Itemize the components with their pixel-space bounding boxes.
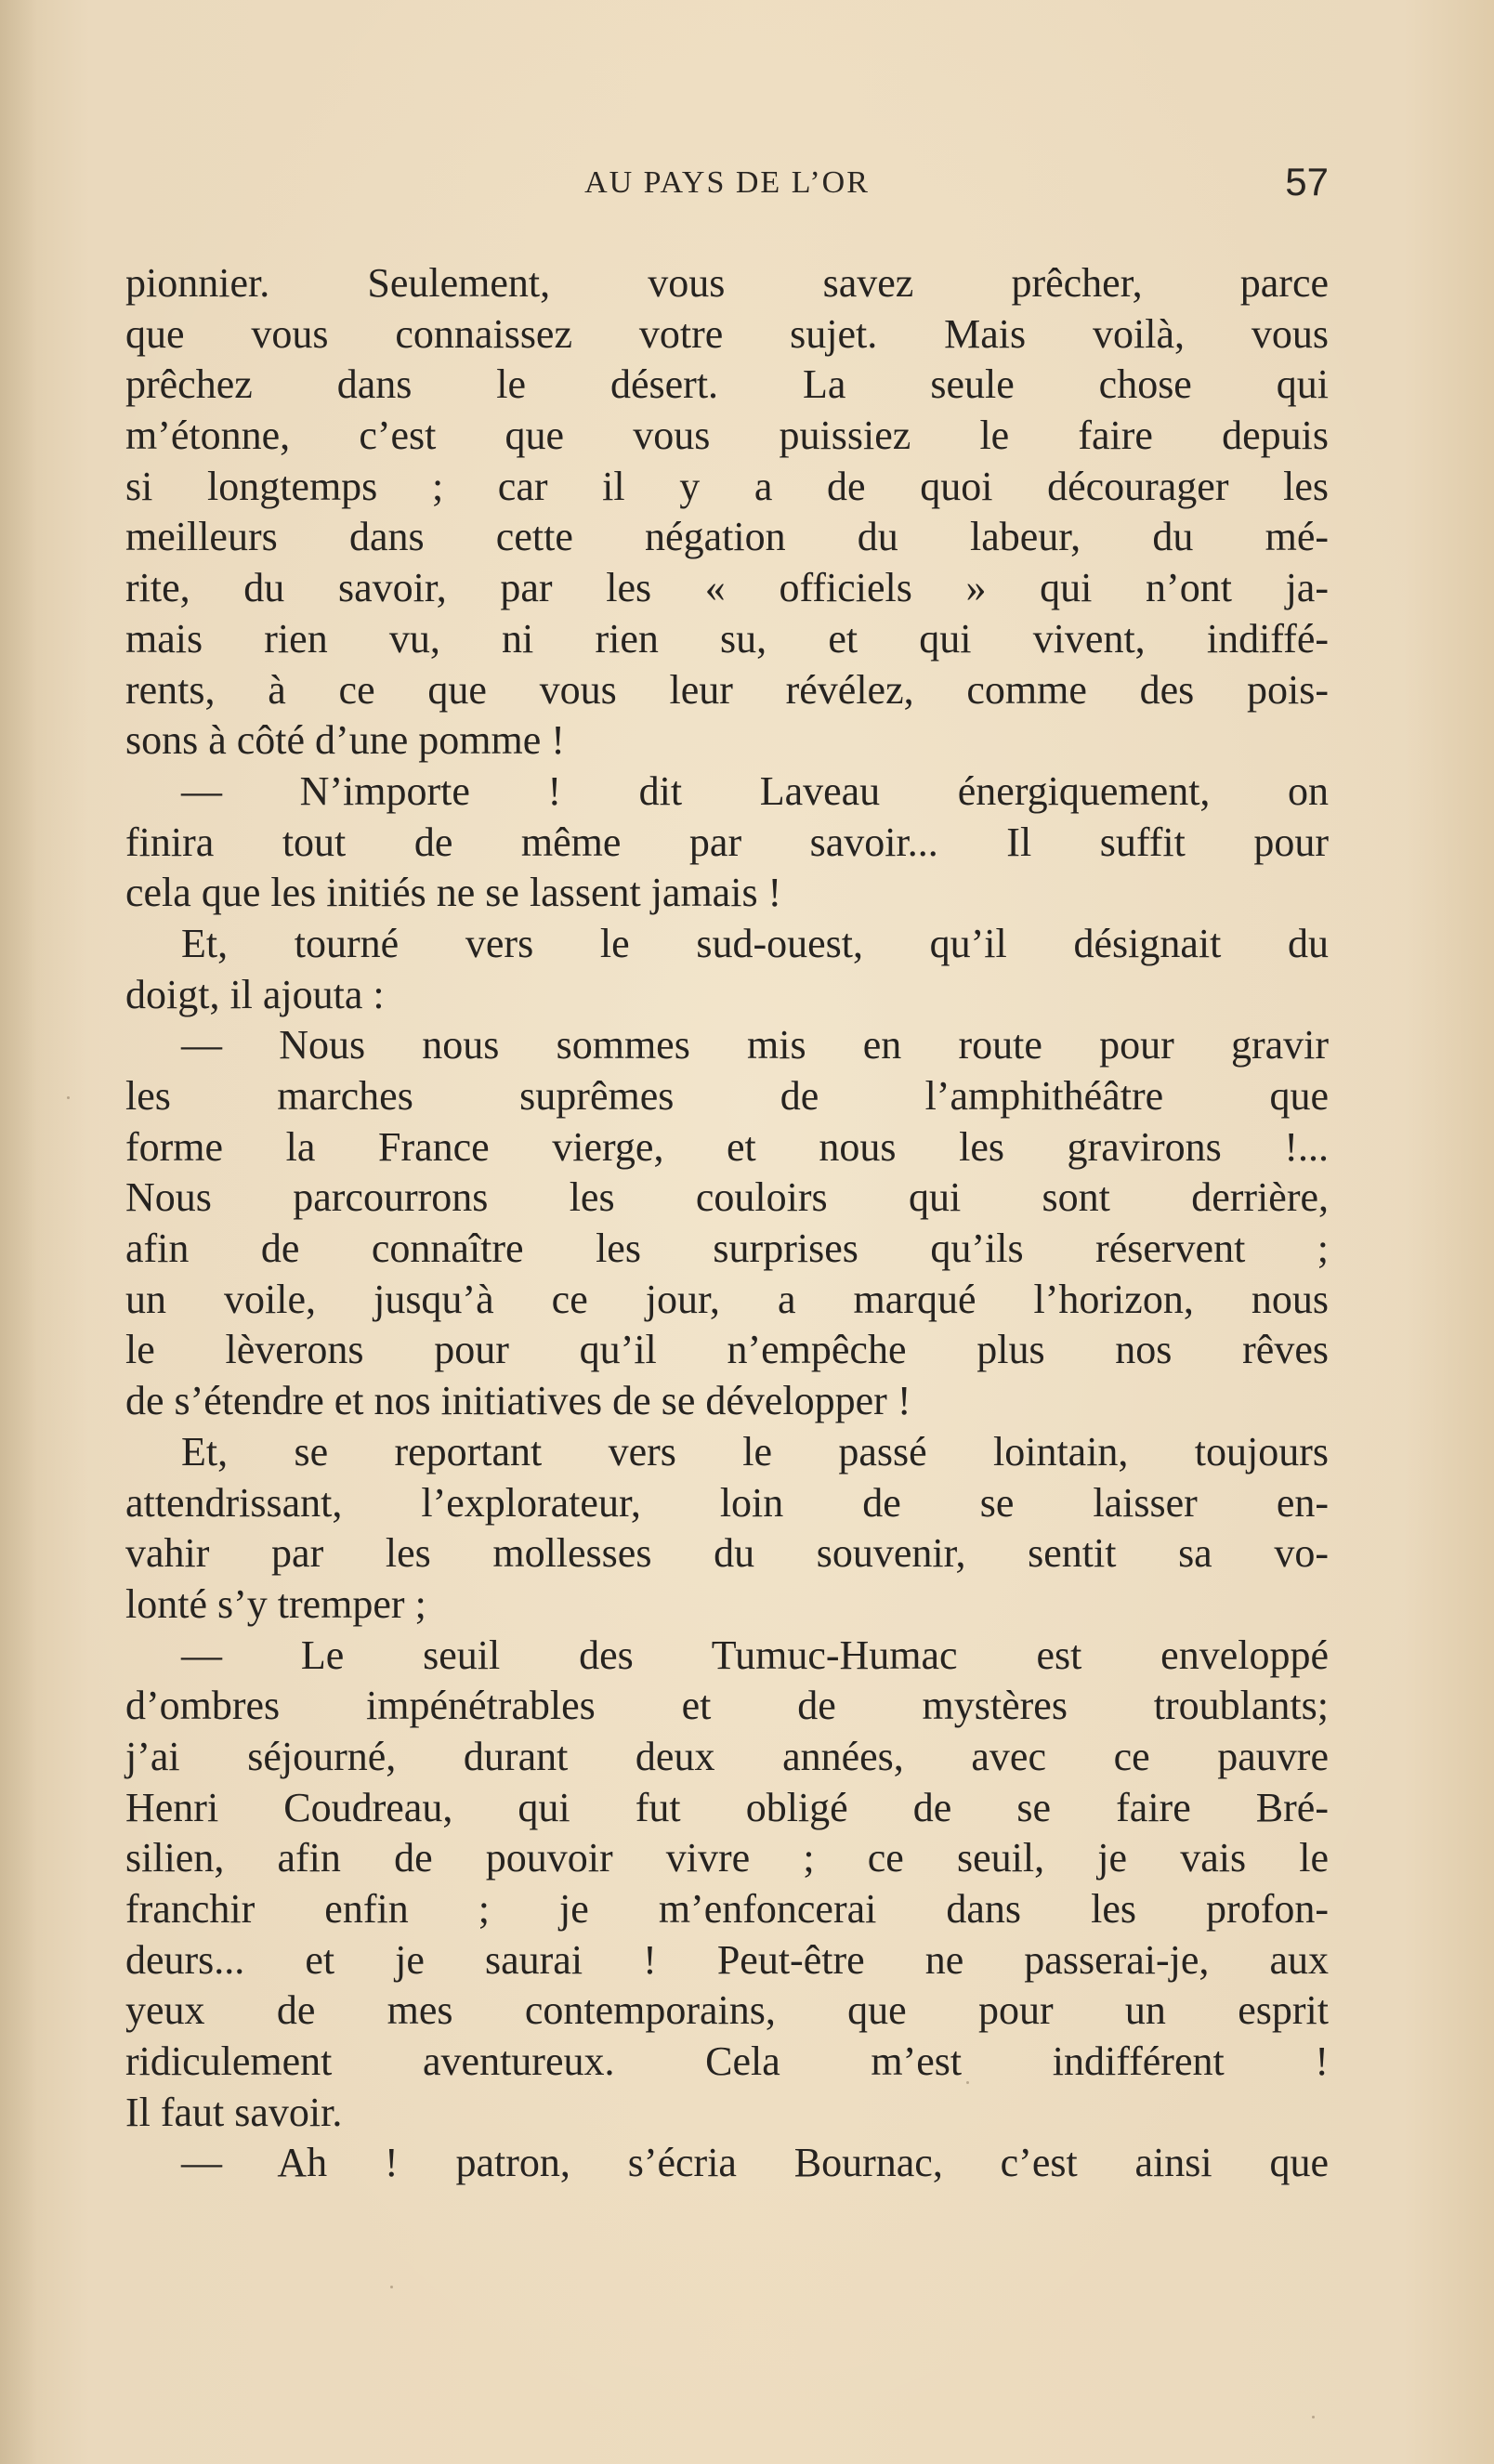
text-line: franchir enfin ; je m’enfoncerai dans les profon- [125, 1886, 1329, 1932]
text-line: les marches suprêmes de l’amphithéâtre que [125, 1073, 1329, 1119]
text-line: le lèverons pour qu’il n’empêche plus nos rêves [125, 1327, 1329, 1373]
page-number: 57 [1285, 160, 1329, 203]
text-line: prêchez dans le désert. La seule chose qui [125, 361, 1329, 408]
text-line: rite, du savoir, par les « officiels » qui n’ont ja- [125, 565, 1329, 611]
text-line: forme la France vierge, et nous les gravirons !... [125, 1123, 1329, 1170]
text-line: attendrissant, l’explorateur, loin de se laisser en- [125, 1479, 1329, 1526]
text-line: yeux de mes contemporains, que pour un esprit [125, 1987, 1329, 2034]
paper-speck [390, 2286, 393, 2288]
text-line: que vous connaissez votre sujet. Mais voilà, vous [125, 310, 1329, 357]
text-line: Et, tourné vers le sud-ouest, qu’il désignait du [181, 920, 1329, 966]
paper-speck [67, 1096, 70, 1099]
text-line: Et, se reportant vers le passé lointain, toujours [181, 1428, 1329, 1474]
text-line: vahir par les mollesses du souvenir, sentit sa vo- [125, 1530, 1329, 1577]
text-line: si longtemps ; car il y a de quoi décourager les [125, 463, 1329, 509]
text-line: — Ah ! patron, s’écria Bournac, c’est ainsi que [181, 2140, 1329, 2186]
text-line: sons à côté d’une pomme ! [125, 717, 565, 764]
text-line: afin de connaître les surprises qu’ils réservent ; [125, 1225, 1329, 1272]
text-line: mais rien vu, ni rien su, et qui vivent, indiffé- [125, 615, 1329, 662]
text-line: doigt, il ajouta : [125, 971, 385, 1017]
text-line: m’étonne, c’est que vous puissiez le faire depuis [125, 413, 1329, 459]
text-line: Il faut savoir. [125, 2089, 343, 2135]
paper-speck [1312, 2416, 1315, 2418]
text-line: j’ai séjourné, durant deux années, avec ce pauvre [125, 1733, 1329, 1779]
page-header [125, 160, 1329, 206]
text-line: — N’importe ! dit Laveau énergiquement, on [181, 767, 1329, 814]
text-line: lonté s’y tremper ; [125, 1580, 426, 1627]
text-line: — Nous nous sommes mis en route pour gravir [181, 1022, 1329, 1068]
text-line: silien, afin de pouvoir vivre ; ce seuil, je vais le [125, 1835, 1329, 1881]
text-line: pionnier. Seulement, vous savez prêcher, parce [125, 260, 1329, 306]
text-line: finira tout de même par savoir... Il suffit pour [125, 819, 1329, 865]
text-line: cela que les initiés ne se lassent jamais ! [125, 870, 782, 916]
text-line: rents, à ce que vous leur révélez, comme des pois- [125, 666, 1329, 713]
body-text [125, 258, 1329, 2189]
text-line: Henri Coudreau, qui fut obligé de se faire Bré- [125, 1784, 1329, 1830]
paper-speck [966, 2081, 969, 2084]
text-line: meilleurs dans cette négation du labeur, du mé- [125, 514, 1329, 560]
text-line: deurs... et je saurai ! Peut-être ne passerai-je, aux [125, 1936, 1329, 1983]
text-line: un voile, jusqu’à ce jour, a marqué l’horizon, nous [125, 1276, 1329, 1322]
text-line: Nous parcourrons les couloirs qui sont derrière, [125, 1174, 1329, 1221]
text-line: de s’étendre et nos initiatives de se développer ! [125, 1378, 911, 1424]
text-line: ridiculement aventureux. Cela m’est indifférent ! [125, 2038, 1329, 2085]
running-title: AU PAYS DE L’OR [584, 165, 870, 200]
text-line: d’ombres impénétrables et de mystères troublants; [125, 1683, 1329, 1729]
text-line: — Le seuil des Tumuc-Humac est enveloppé [181, 1632, 1329, 1678]
